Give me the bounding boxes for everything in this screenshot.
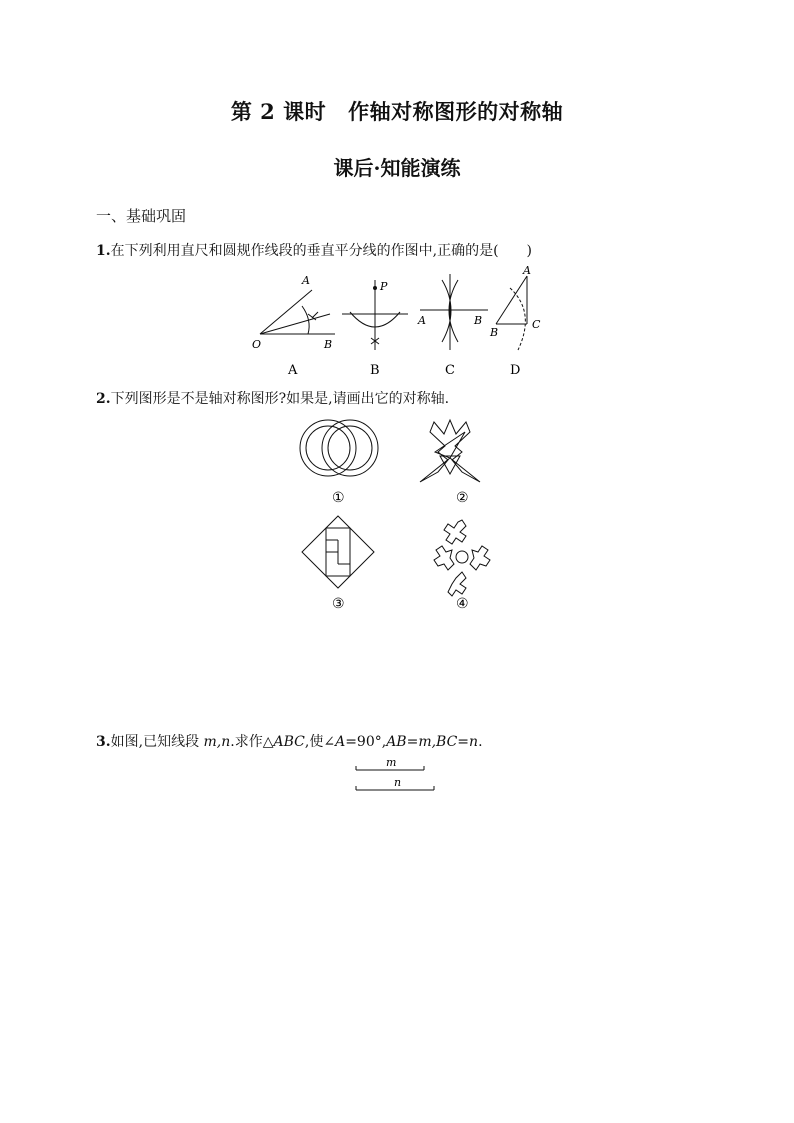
label-3: ③ [332, 596, 345, 612]
fig-d-label-a: A [523, 264, 531, 277]
fig-c-label-a: A [418, 314, 426, 327]
option-b: B [370, 363, 380, 378]
segment-n-label: n [394, 776, 402, 789]
page-title [0, 96, 794, 126]
figure-snowflake [434, 520, 490, 596]
q3-var-ab-bc: AB=m,BC=n [386, 734, 479, 750]
q1-figures [240, 262, 560, 382]
question-1 [96, 240, 532, 260]
q3-var-a: A [335, 734, 346, 750]
option-c: C [445, 363, 455, 378]
fig-c-label-b: B [474, 314, 483, 327]
page-subtitle: 课后·知能演练 [333, 156, 461, 180]
figure-a [260, 290, 335, 334]
q3-var-mn: m,n [203, 734, 231, 750]
lesson-topic: 作轴对称图形的对称轴 [348, 99, 564, 124]
question-number: 1. [96, 243, 111, 259]
fig-a-label-b: B [324, 338, 333, 351]
figure-d [496, 276, 527, 350]
q3-text-part: .求作△ [230, 734, 274, 750]
question-text: 下列图形是不是轴对称图形?如果是,请画出它的对称轴. [110, 391, 450, 407]
question-text: 在下列利用直尺和圆规作线段的垂直平分线的作图中,正确的是( ) [110, 243, 532, 259]
q2-figures [290, 412, 510, 612]
q3-text-part: . [478, 734, 483, 750]
q3-segments [350, 752, 450, 796]
segment-m-label: m [386, 756, 397, 769]
figure-c [420, 274, 488, 350]
label-1: ① [332, 490, 345, 506]
fig-b-label-p: P [380, 280, 388, 293]
q3-var-abc: ABC [273, 734, 305, 750]
section-heading: 一、基础巩固 [96, 207, 187, 225]
label-4: ④ [456, 596, 469, 612]
option-a: A [288, 363, 298, 378]
fig-d-label-b: B [490, 326, 499, 339]
figure-star [420, 420, 480, 482]
q3-text-part: ,使∠ [304, 734, 336, 750]
option-d: D [510, 363, 521, 378]
figure-b [342, 280, 408, 350]
fig-a-label-a: A [302, 274, 310, 287]
lesson-number: 第 2 课时 [230, 99, 327, 124]
label-2: ② [456, 490, 469, 506]
question-2 [96, 388, 449, 408]
q3-text-part: =90°, [345, 734, 387, 750]
q3-text-part: 如图,已知线段 [110, 734, 204, 750]
figure-pinwheel [302, 516, 374, 588]
fig-d-label-c: C [532, 318, 541, 331]
figure-rings [300, 420, 378, 476]
question-number: 3. [96, 734, 111, 750]
fig-a-label-o: O [252, 338, 262, 351]
question-number: 2. [96, 391, 111, 407]
question-3 [96, 731, 483, 751]
